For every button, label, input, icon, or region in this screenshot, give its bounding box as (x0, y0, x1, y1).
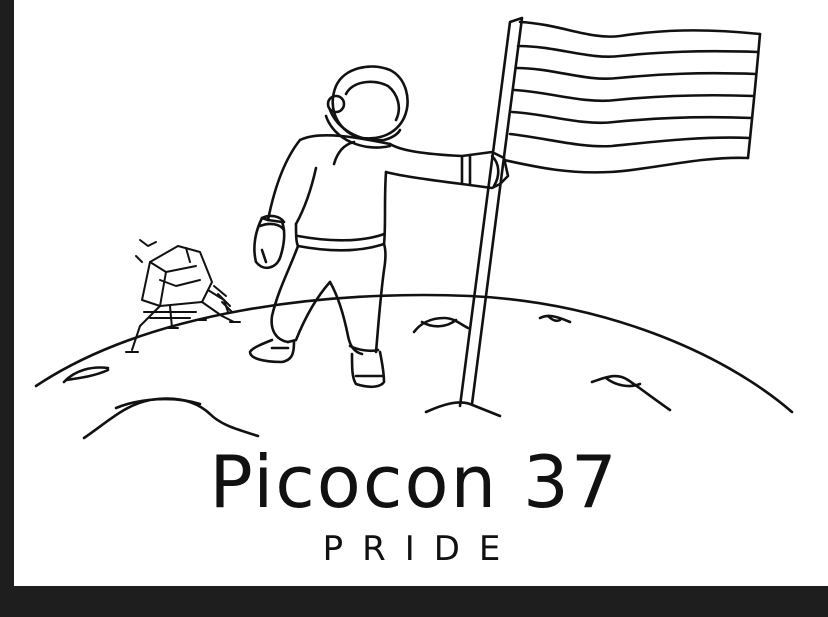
poster-subtitle: PRIDE (322, 529, 520, 569)
flag-icon (426, 18, 760, 416)
bottom-border (0, 586, 828, 617)
poster-title: Picocon 37 (209, 440, 619, 524)
